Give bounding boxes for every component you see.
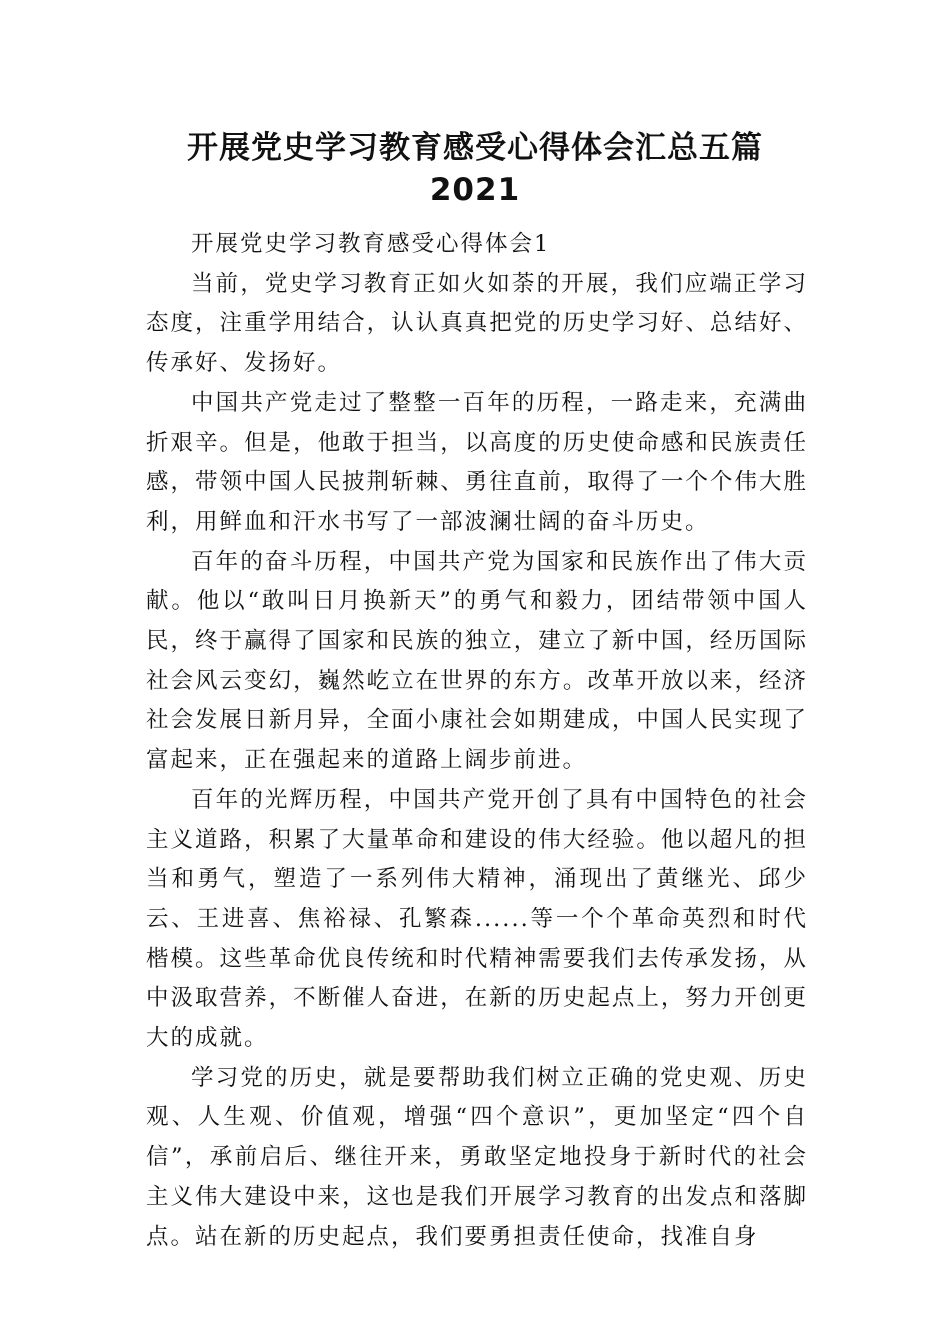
paragraph: 百年的光辉历程，中国共产党开创了具有中国特色的社会主义道路，积累了大量革命和建设的伟大经验。他以超凡的担当和勇气，塑造了一系列伟大精神，涌现出了黄继光、邱少云、王进喜、焦裕禄、孔繁森......等一个个革命英烈和时代楷模。这些革命优良传统和时代精神需要我们去传承发扬，从中汲取营养，不断催人奋进，在新的历史起点上，努力开创更大的成就。 [146, 786, 808, 1052]
paragraph: 百年的奋斗历程，中国共产党为国家和民族作出了伟大贡献。他以“敢叫日月换新天”的勇气和毅力，团结带领中国人民，终于赢得了国家和民族的独立，建立了新中国，经历国际社会风云变幻，巍然屹立在世界的东方。改革开放以来，经济社会发展日新月异，全面小康社会如期建成，中国人民实现了富起来，正在强起来的道路上阔步前进。 [146, 548, 808, 774]
document-title-year: 2021 [429, 172, 521, 208]
document-body [146, 225, 808, 1257]
paragraph: 中国共产党走过了整整一百年的历程，一路走来，充满曲折艰辛。但是，他敢于担当，以高度的历史使命感和民族责任感，带领中国人民披荆斩棘、勇往直前，取得了一个个伟大胜利，用鲜血和汗水书写了一部波澜壮阔的奋斗历史。 [146, 389, 808, 535]
document-title: 开展党史学习教育感受心得体会汇总五篇 [187, 130, 763, 166]
section-heading: 开展党史学习教育感受心得体会1 [191, 231, 551, 257]
paragraph: 学习党的历史，就是要帮助我们树立正确的党史观、历史观、人生观、价值观，增强“四个意识”，更加坚定“四个自信”，承前启后、继往开来，勇敢坚定地投身于新时代的社会主义伟大建设中来，这也是我们开展学习教育的出发点和落脚点。站在新的历史起点，我们要勇担责任使命，找准自身 [146, 1064, 808, 1250]
paragraph: 当前，党史学习教育正如火如荼的开展，我们应端正学习态度，注重学用结合，认认真真把党的历史学习好、总结好、传承好、发扬好。 [146, 270, 808, 377]
